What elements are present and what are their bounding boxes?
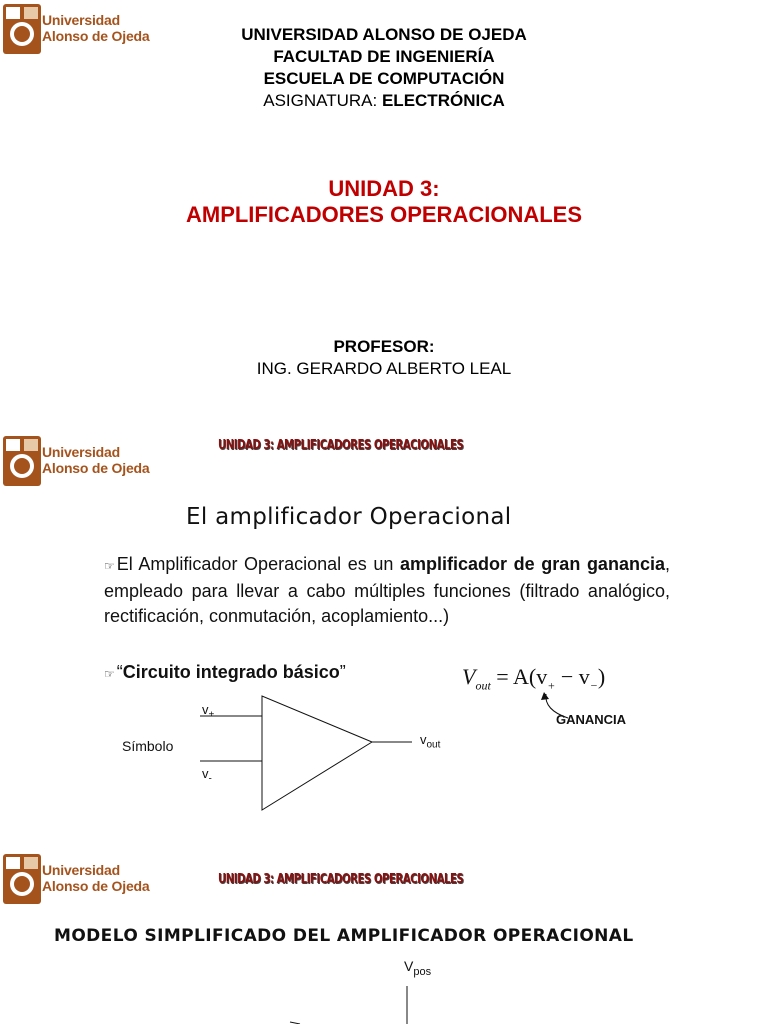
pointing-hand-icon: ☞ xyxy=(104,667,115,681)
slide-title: MODELO SIMPLIFICADO DEL AMPLIFICADOR OPERACIONAL xyxy=(54,926,634,946)
institution-header xyxy=(0,24,768,112)
opamp-triangle xyxy=(262,696,372,810)
vplus-v: v xyxy=(202,702,209,717)
unit-title-line2: AMPLIFICADORES OPERACIONALES xyxy=(185,202,583,227)
formula-close: ) xyxy=(597,664,606,689)
school-name: ESCUELA DE COMPUTACIÓN xyxy=(263,69,505,88)
logo-line2: Alonso de Ojeda xyxy=(42,878,150,894)
university-name: UNIVERSIDAD ALONSO DE OJEDA xyxy=(241,25,527,44)
vplus-label xyxy=(202,702,214,721)
logo-line2: Alonso de Ojeda xyxy=(42,460,150,476)
formula-lhs: V xyxy=(462,664,476,689)
simplified-model-slide xyxy=(0,838,768,1024)
slide-banner: UNIDAD 3: AMPLIFICADORES OPERACIONALES xyxy=(218,872,464,887)
circuit-bold: Circuito integrado básico xyxy=(122,662,340,682)
logo-line1: Universidad xyxy=(42,444,120,460)
slide-banner: UNIDAD 3: AMPLIFICADORES OPERACIONALES xyxy=(218,438,464,453)
professor-name: ING. GERARDO ALBERTO LEAL xyxy=(256,359,512,378)
vplus-sub: + xyxy=(208,709,215,721)
definition-text-b: , empleado para llevar a cabo múltiples funciones (filtrado analógico, rectificación, conmutación, acoplamiento...) xyxy=(104,554,670,626)
vout-sub: out xyxy=(426,739,441,751)
logo-line1: Universidad xyxy=(42,862,120,878)
formula-minus: − xyxy=(589,678,598,693)
pointing-hand-icon: ☞ xyxy=(104,559,115,573)
opamp-diagram xyxy=(0,420,768,820)
gain-label: GANANCIA xyxy=(556,712,627,727)
quote-close: ” xyxy=(339,662,346,682)
vminus-label xyxy=(202,766,212,785)
symbol-label: Símbolo xyxy=(122,738,174,754)
faculty-name: FACULTAD DE INGENIERÍA xyxy=(273,47,495,66)
gain-arrowhead xyxy=(541,692,549,700)
formula-lhs-sub: out xyxy=(475,678,491,693)
slide-title: El amplificador Operacional xyxy=(186,504,512,530)
model-diagram xyxy=(0,838,768,1024)
opamp-intro-slide xyxy=(0,420,768,820)
unit-title-line1: UNIDAD 3: xyxy=(328,176,440,201)
vpos-sub: pos xyxy=(413,965,432,978)
subject-value: ELECTRÓNICA xyxy=(381,91,505,110)
subject-line xyxy=(0,90,768,112)
vout-label xyxy=(420,732,440,751)
definition-text-a: El Amplificador Operacional es un xyxy=(116,554,401,574)
formula-minus-sign: − v xyxy=(555,664,590,689)
logo-line2: Alonso de Ojeda xyxy=(42,28,150,44)
formula-rhs: = A(v xyxy=(490,664,548,689)
professor-label: PROFESOR: xyxy=(333,337,435,356)
formula-plus: + xyxy=(547,678,556,693)
vpos-v: V xyxy=(404,958,414,974)
unit-title xyxy=(0,176,768,228)
definition-bold: amplificador de gran ganancia xyxy=(400,554,665,574)
professor-block xyxy=(0,336,768,380)
quote-open: “ xyxy=(116,662,123,682)
vminus-v: v xyxy=(202,766,209,781)
vminus-sub: - xyxy=(208,773,212,785)
subject-label: ASIGNATURA: xyxy=(263,91,378,110)
logo-line1: Universidad xyxy=(42,12,120,28)
vout-v: v xyxy=(420,732,427,747)
title-slide xyxy=(0,0,768,400)
